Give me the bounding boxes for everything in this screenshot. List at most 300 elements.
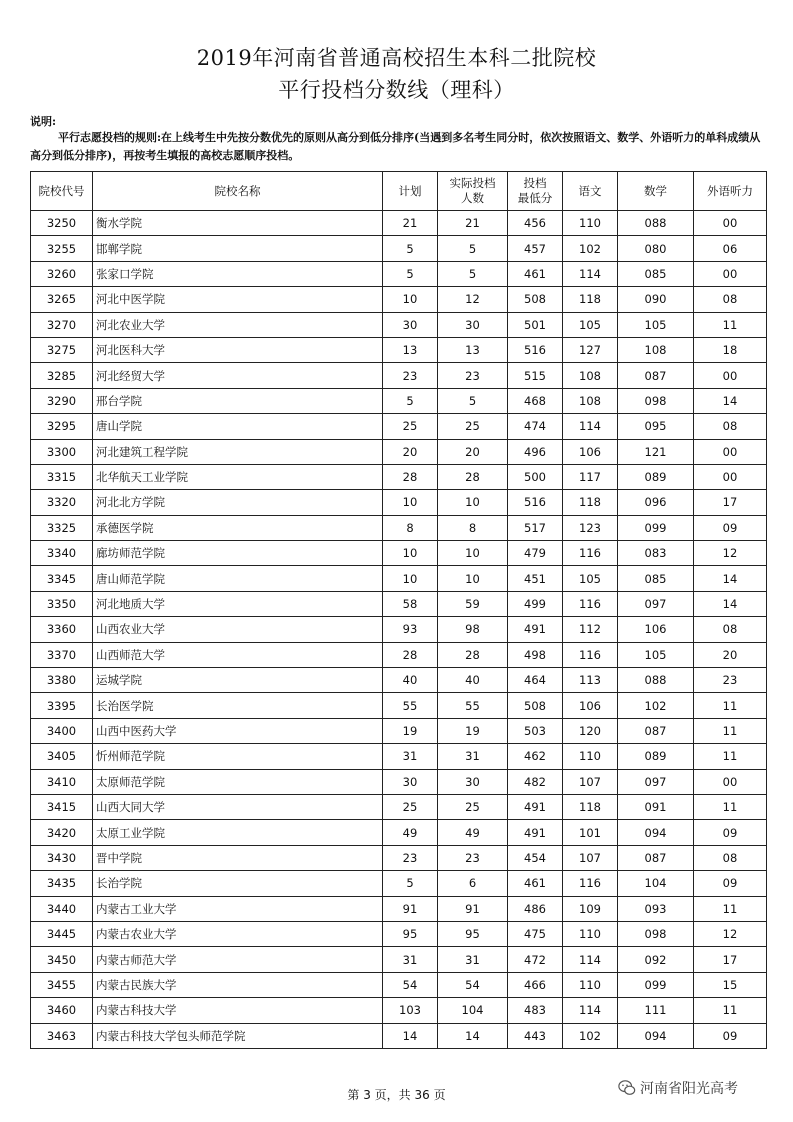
cell-plan: 25 xyxy=(383,794,438,819)
cell-actual: 13 xyxy=(438,337,508,362)
cell-chinese: 118 xyxy=(563,490,618,515)
cell-plan: 103 xyxy=(383,998,438,1023)
cell-chinese: 109 xyxy=(563,896,618,921)
cell-chinese: 108 xyxy=(563,388,618,413)
cell-min: 499 xyxy=(508,591,563,616)
table-row xyxy=(31,718,767,743)
cell-name: 内蒙古科技大学 xyxy=(93,998,383,1023)
cell-math: 091 xyxy=(618,794,694,819)
cell-math: 087 xyxy=(618,845,694,870)
cell-english: 11 xyxy=(694,896,767,921)
cell-name: 衡水学院 xyxy=(93,211,383,236)
table-row xyxy=(31,439,767,464)
table-row xyxy=(31,1023,767,1048)
cell-name: 内蒙古农业大学 xyxy=(93,921,383,946)
cell-min: 508 xyxy=(508,693,563,718)
cell-plan: 5 xyxy=(383,388,438,413)
cell-chinese: 107 xyxy=(563,769,618,794)
cell-math: 097 xyxy=(618,769,694,794)
table-row xyxy=(31,261,767,286)
cell-plan: 30 xyxy=(383,769,438,794)
table-row xyxy=(31,388,767,413)
cell-chinese: 101 xyxy=(563,820,618,845)
cell-code: 3420 xyxy=(31,820,93,845)
cell-min: 462 xyxy=(508,744,563,769)
cell-math: 087 xyxy=(618,718,694,743)
cell-english: 00 xyxy=(694,464,767,489)
cell-chinese: 118 xyxy=(563,287,618,312)
cell-plan: 13 xyxy=(383,337,438,362)
cell-min: 515 xyxy=(508,363,563,388)
cell-name: 河北经贸大学 xyxy=(93,363,383,388)
cell-name: 承德医学院 xyxy=(93,515,383,540)
cell-actual: 8 xyxy=(438,515,508,540)
cell-math: 106 xyxy=(618,617,694,642)
cell-chinese: 102 xyxy=(563,1023,618,1048)
cell-code: 3450 xyxy=(31,947,93,972)
cell-english: 08 xyxy=(694,414,767,439)
table-row xyxy=(31,363,767,388)
cell-min: 516 xyxy=(508,490,563,515)
cell-actual: 31 xyxy=(438,947,508,972)
cell-english: 09 xyxy=(694,1023,767,1048)
cell-plan: 14 xyxy=(383,1023,438,1048)
cell-actual: 21 xyxy=(438,211,508,236)
cell-english: 00 xyxy=(694,211,767,236)
table-row xyxy=(31,896,767,921)
cell-min: 461 xyxy=(508,261,563,286)
cell-actual: 12 xyxy=(438,287,508,312)
cell-math: 088 xyxy=(618,668,694,693)
cell-min: 466 xyxy=(508,972,563,997)
cell-name: 河北建筑工程学院 xyxy=(93,439,383,464)
cell-plan: 30 xyxy=(383,312,438,337)
cell-plan: 8 xyxy=(383,515,438,540)
header-plan: 计划 xyxy=(383,172,438,211)
cell-name: 山西大同大学 xyxy=(93,794,383,819)
cell-plan: 23 xyxy=(383,363,438,388)
cell-code: 3290 xyxy=(31,388,93,413)
cell-math: 105 xyxy=(618,642,694,667)
cell-min: 474 xyxy=(508,414,563,439)
cell-chinese: 110 xyxy=(563,211,618,236)
cell-math: 099 xyxy=(618,515,694,540)
cell-chinese: 105 xyxy=(563,566,618,591)
cell-actual: 49 xyxy=(438,820,508,845)
table-row xyxy=(31,515,767,540)
cell-english: 23 xyxy=(694,668,767,693)
cell-chinese: 114 xyxy=(563,947,618,972)
table-body xyxy=(31,211,767,1049)
cell-name: 河北医科大学 xyxy=(93,337,383,362)
header-math: 数学 xyxy=(618,172,694,211)
table-row xyxy=(31,287,767,312)
cell-english: 11 xyxy=(694,794,767,819)
cell-english: 11 xyxy=(694,998,767,1023)
cell-name: 河北农业大学 xyxy=(93,312,383,337)
cell-min: 503 xyxy=(508,718,563,743)
cell-english: 14 xyxy=(694,591,767,616)
cell-plan: 10 xyxy=(383,287,438,312)
cell-name: 晋中学院 xyxy=(93,845,383,870)
table-row xyxy=(31,769,767,794)
cell-plan: 58 xyxy=(383,591,438,616)
cell-english: 09 xyxy=(694,820,767,845)
cell-actual: 30 xyxy=(438,312,508,337)
cell-plan: 49 xyxy=(383,820,438,845)
cell-plan: 10 xyxy=(383,541,438,566)
cell-chinese: 116 xyxy=(563,642,618,667)
header-actual-line1: 实际投档 xyxy=(449,176,496,190)
cell-min: 483 xyxy=(508,998,563,1023)
cell-name: 邯郸学院 xyxy=(93,236,383,261)
cell-plan: 91 xyxy=(383,896,438,921)
table-row xyxy=(31,972,767,997)
cell-chinese: 120 xyxy=(563,718,618,743)
cell-plan: 20 xyxy=(383,439,438,464)
page-title-line2: 平行投档分数线（理科） xyxy=(278,78,515,102)
cell-min: 457 xyxy=(508,236,563,261)
table-row xyxy=(31,464,767,489)
cell-min: 443 xyxy=(508,1023,563,1048)
cell-name: 运城学院 xyxy=(93,668,383,693)
cell-chinese: 105 xyxy=(563,312,618,337)
cell-english: 20 xyxy=(694,642,767,667)
table-row xyxy=(31,947,767,972)
cell-name: 河北地质大学 xyxy=(93,591,383,616)
cell-actual: 10 xyxy=(438,541,508,566)
cell-plan: 10 xyxy=(383,566,438,591)
header-code: 院校代号 xyxy=(31,172,93,211)
table-header-row xyxy=(31,172,767,211)
cell-name: 河北北方学院 xyxy=(93,490,383,515)
cell-min: 501 xyxy=(508,312,563,337)
cell-min: 498 xyxy=(508,642,563,667)
cell-code: 3400 xyxy=(31,718,93,743)
cell-code: 3325 xyxy=(31,515,93,540)
cell-math: 105 xyxy=(618,312,694,337)
cell-math: 098 xyxy=(618,388,694,413)
cell-chinese: 110 xyxy=(563,972,618,997)
cell-chinese: 108 xyxy=(563,363,618,388)
cell-min: 491 xyxy=(508,820,563,845)
cell-code: 3260 xyxy=(31,261,93,286)
table-row xyxy=(31,414,767,439)
cell-plan: 28 xyxy=(383,642,438,667)
cell-actual: 104 xyxy=(438,998,508,1023)
cell-chinese: 102 xyxy=(563,236,618,261)
cell-name: 山西师范大学 xyxy=(93,642,383,667)
cell-english: 14 xyxy=(694,566,767,591)
cell-actual: 40 xyxy=(438,668,508,693)
cell-chinese: 116 xyxy=(563,871,618,896)
cell-actual: 95 xyxy=(438,921,508,946)
cell-chinese: 106 xyxy=(563,693,618,718)
cell-math: 097 xyxy=(618,591,694,616)
note-label: 说明: xyxy=(30,115,57,128)
cell-name: 北华航天工业学院 xyxy=(93,464,383,489)
cell-math: 104 xyxy=(618,871,694,896)
cell-min: 516 xyxy=(508,337,563,362)
cell-actual: 30 xyxy=(438,769,508,794)
cell-code: 3410 xyxy=(31,769,93,794)
header-actual xyxy=(438,172,508,211)
header-chinese: 语文 xyxy=(563,172,618,211)
cell-actual: 23 xyxy=(438,845,508,870)
cell-english: 08 xyxy=(694,845,767,870)
cell-english: 11 xyxy=(694,744,767,769)
cell-math: 094 xyxy=(618,1023,694,1048)
cell-math: 099 xyxy=(618,972,694,997)
cell-plan: 10 xyxy=(383,490,438,515)
cell-english: 17 xyxy=(694,490,767,515)
cell-name: 太原工业学院 xyxy=(93,820,383,845)
watermark-text: 河南省阳光高考 xyxy=(640,1081,738,1097)
cell-name: 山西中医药大学 xyxy=(93,718,383,743)
cell-chinese: 114 xyxy=(563,998,618,1023)
cell-math: 090 xyxy=(618,287,694,312)
cell-code: 3295 xyxy=(31,414,93,439)
table-row xyxy=(31,642,767,667)
cell-name: 长治医学院 xyxy=(93,693,383,718)
cell-english: 12 xyxy=(694,541,767,566)
cell-min: 468 xyxy=(508,388,563,413)
cell-code: 3380 xyxy=(31,668,93,693)
cell-actual: 10 xyxy=(438,566,508,591)
header-name: 院校名称 xyxy=(93,172,383,211)
cell-min: 456 xyxy=(508,211,563,236)
cell-code: 3275 xyxy=(31,337,93,362)
cell-code: 3315 xyxy=(31,464,93,489)
cell-plan: 23 xyxy=(383,845,438,870)
cell-chinese: 113 xyxy=(563,668,618,693)
cell-actual: 54 xyxy=(438,972,508,997)
cell-math: 102 xyxy=(618,693,694,718)
cell-actual: 28 xyxy=(438,642,508,667)
cell-chinese: 114 xyxy=(563,414,618,439)
header-actual-line2: 人数 xyxy=(461,191,484,205)
cell-english: 15 xyxy=(694,972,767,997)
cell-min: 454 xyxy=(508,845,563,870)
cell-code: 3395 xyxy=(31,693,93,718)
cell-math: 094 xyxy=(618,820,694,845)
cell-min: 464 xyxy=(508,668,563,693)
cell-chinese: 110 xyxy=(563,921,618,946)
page-footer: 第 3 页，共 36 页 xyxy=(347,1088,446,1102)
cell-code: 3270 xyxy=(31,312,93,337)
cell-actual: 25 xyxy=(438,414,508,439)
cell-actual: 5 xyxy=(438,261,508,286)
score-table xyxy=(30,171,767,1049)
cell-actual: 59 xyxy=(438,591,508,616)
cell-code: 3255 xyxy=(31,236,93,261)
cell-english: 11 xyxy=(694,718,767,743)
cell-math: 085 xyxy=(618,566,694,591)
cell-chinese: 118 xyxy=(563,794,618,819)
cell-name: 唐山学院 xyxy=(93,414,383,439)
cell-name: 张家口学院 xyxy=(93,261,383,286)
cell-english: 00 xyxy=(694,769,767,794)
cell-plan: 19 xyxy=(383,718,438,743)
cell-min: 508 xyxy=(508,287,563,312)
cell-code: 3430 xyxy=(31,845,93,870)
cell-math: 083 xyxy=(618,541,694,566)
cell-code: 3350 xyxy=(31,591,93,616)
cell-english: 06 xyxy=(694,236,767,261)
cell-english: 08 xyxy=(694,617,767,642)
cell-plan: 21 xyxy=(383,211,438,236)
cell-english: 09 xyxy=(694,871,767,896)
cell-english: 09 xyxy=(694,515,767,540)
cell-name: 忻州师范学院 xyxy=(93,744,383,769)
cell-plan: 28 xyxy=(383,464,438,489)
cell-chinese: 117 xyxy=(563,464,618,489)
cell-name: 内蒙古科技大学包头师范学院 xyxy=(93,1023,383,1048)
cell-plan: 5 xyxy=(383,871,438,896)
cell-min: 482 xyxy=(508,769,563,794)
table-row xyxy=(31,211,767,236)
table-row xyxy=(31,617,767,642)
table-row xyxy=(31,871,767,896)
cell-math: 088 xyxy=(618,211,694,236)
cell-min: 475 xyxy=(508,921,563,946)
cell-math: 089 xyxy=(618,464,694,489)
cell-chinese: 116 xyxy=(563,591,618,616)
cell-min: 451 xyxy=(508,566,563,591)
cell-english: 00 xyxy=(694,261,767,286)
cell-plan: 25 xyxy=(383,414,438,439)
cell-english: 08 xyxy=(694,287,767,312)
header-min-line2: 最低分 xyxy=(517,191,553,205)
cell-plan: 5 xyxy=(383,261,438,286)
cell-math: 111 xyxy=(618,998,694,1023)
cell-plan: 31 xyxy=(383,744,438,769)
cell-plan: 40 xyxy=(383,668,438,693)
cell-english: 11 xyxy=(694,312,767,337)
cell-english: 17 xyxy=(694,947,767,972)
watermark xyxy=(618,1078,738,1098)
cell-code: 3340 xyxy=(31,541,93,566)
cell-code: 3463 xyxy=(31,1023,93,1048)
table-row xyxy=(31,337,767,362)
cell-math: 098 xyxy=(618,921,694,946)
cell-actual: 19 xyxy=(438,718,508,743)
cell-chinese: 127 xyxy=(563,337,618,362)
cell-name: 河北中医学院 xyxy=(93,287,383,312)
cell-actual: 25 xyxy=(438,794,508,819)
header-english: 外语听力 xyxy=(694,172,767,211)
header-min-line1: 投档 xyxy=(523,176,547,190)
cell-code: 3320 xyxy=(31,490,93,515)
cell-name: 长治学院 xyxy=(93,871,383,896)
cell-code: 3405 xyxy=(31,744,93,769)
cell-chinese: 110 xyxy=(563,744,618,769)
cell-chinese: 123 xyxy=(563,515,618,540)
cell-actual: 23 xyxy=(438,363,508,388)
cell-math: 080 xyxy=(618,236,694,261)
cell-math: 096 xyxy=(618,490,694,515)
cell-code: 3300 xyxy=(31,439,93,464)
cell-name: 太原师范学院 xyxy=(93,769,383,794)
cell-math: 089 xyxy=(618,744,694,769)
cell-code: 3345 xyxy=(31,566,93,591)
cell-name: 廊坊师范学院 xyxy=(93,541,383,566)
table-row xyxy=(31,998,767,1023)
cell-actual: 6 xyxy=(438,871,508,896)
cell-min: 472 xyxy=(508,947,563,972)
cell-min: 486 xyxy=(508,896,563,921)
cell-code: 3455 xyxy=(31,972,93,997)
cell-english: 14 xyxy=(694,388,767,413)
cell-english: 00 xyxy=(694,363,767,388)
cell-actual: 91 xyxy=(438,896,508,921)
cell-min: 479 xyxy=(508,541,563,566)
wechat-icon xyxy=(618,1079,636,1097)
cell-english: 11 xyxy=(694,693,767,718)
cell-math: 087 xyxy=(618,363,694,388)
table-row xyxy=(31,490,767,515)
table-row xyxy=(31,845,767,870)
cell-code: 3445 xyxy=(31,921,93,946)
note-text: 平行志愿投档的规则:在上线考生中先按分数优先的原则从高分到低分排序(当遇到多名考生同分时，依次按照语文、数学、外语听力的单科成绩从高分到低分排序)，再按考生填报的高校志愿顺序投档。 xyxy=(30,131,761,162)
cell-actual: 10 xyxy=(438,490,508,515)
cell-chinese: 114 xyxy=(563,261,618,286)
cell-code: 3435 xyxy=(31,871,93,896)
cell-chinese: 112 xyxy=(563,617,618,642)
table-row xyxy=(31,693,767,718)
cell-min: 496 xyxy=(508,439,563,464)
cell-actual: 98 xyxy=(438,617,508,642)
cell-actual: 5 xyxy=(438,236,508,261)
table-row xyxy=(31,541,767,566)
cell-name: 内蒙古工业大学 xyxy=(93,896,383,921)
cell-math: 092 xyxy=(618,947,694,972)
cell-plan: 5 xyxy=(383,236,438,261)
cell-min: 491 xyxy=(508,794,563,819)
cell-name: 唐山师范学院 xyxy=(93,566,383,591)
cell-math: 121 xyxy=(618,439,694,464)
cell-chinese: 106 xyxy=(563,439,618,464)
cell-code: 3285 xyxy=(31,363,93,388)
cell-plan: 31 xyxy=(383,947,438,972)
page-title-line1: 2019年河南省普通高校招生本科二批院校 xyxy=(196,46,597,70)
table-row xyxy=(31,312,767,337)
cell-actual: 28 xyxy=(438,464,508,489)
table-row xyxy=(31,794,767,819)
cell-min: 517 xyxy=(508,515,563,540)
table-row xyxy=(31,820,767,845)
header-min-score xyxy=(508,172,563,211)
cell-code: 3415 xyxy=(31,794,93,819)
cell-actual: 55 xyxy=(438,693,508,718)
cell-min: 491 xyxy=(508,617,563,642)
cell-actual: 14 xyxy=(438,1023,508,1048)
cell-min: 500 xyxy=(508,464,563,489)
cell-math: 108 xyxy=(618,337,694,362)
cell-code: 3370 xyxy=(31,642,93,667)
cell-name: 内蒙古民族大学 xyxy=(93,972,383,997)
cell-code: 3440 xyxy=(31,896,93,921)
table-row xyxy=(31,744,767,769)
table-row xyxy=(31,668,767,693)
cell-code: 3460 xyxy=(31,998,93,1023)
cell-math: 093 xyxy=(618,896,694,921)
table-row xyxy=(31,591,767,616)
cell-name: 邢台学院 xyxy=(93,388,383,413)
cell-name: 山西农业大学 xyxy=(93,617,383,642)
cell-plan: 95 xyxy=(383,921,438,946)
cell-actual: 20 xyxy=(438,439,508,464)
